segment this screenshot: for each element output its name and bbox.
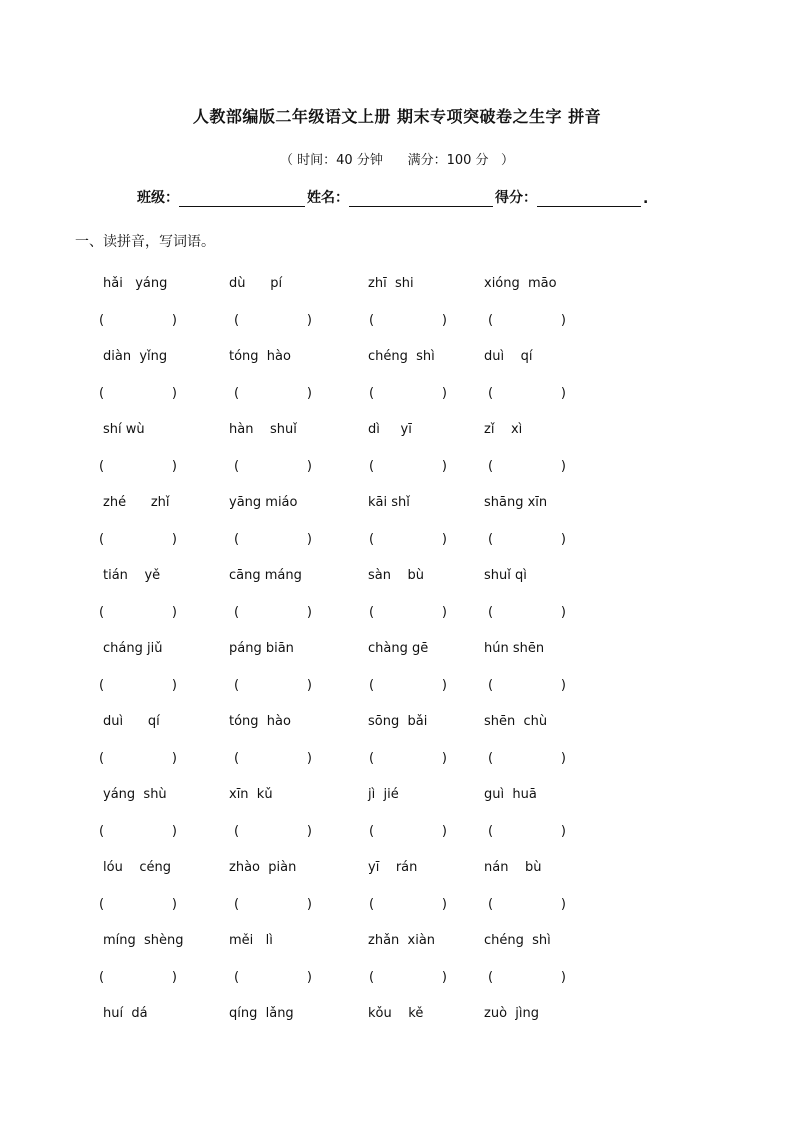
pinyin-word: dì yī — [368, 422, 412, 437]
answer-blank[interactable] — [488, 751, 566, 767]
answer-blank[interactable] — [234, 313, 312, 329]
open-paren: ( — [369, 386, 375, 401]
pinyin-word: kǒu kě — [368, 1006, 424, 1021]
close-paren: ) — [560, 824, 566, 839]
pinyin-word: měi lì — [229, 933, 273, 948]
close-paren: ) — [306, 313, 312, 328]
pinyin-word: tóng hào — [229, 714, 291, 729]
open-paren: ( — [234, 751, 240, 766]
pinyin-word: guì huā — [484, 787, 537, 802]
exam-time-score: （ 时间：40 分钟 满分：100 分 ） — [280, 153, 514, 168]
close-paren: ) — [560, 313, 566, 328]
open-paren: ( — [488, 313, 494, 328]
answer-blank[interactable] — [99, 386, 177, 402]
pinyin-word: míng shèng — [103, 933, 184, 948]
pinyin-word: sàn bù — [368, 568, 424, 583]
close-paren: ) — [560, 678, 566, 693]
open-paren: ( — [488, 751, 494, 766]
answer-blank[interactable] — [234, 605, 312, 621]
pinyin-word: duì qí — [103, 714, 160, 729]
close-paren: ) — [171, 824, 177, 839]
open-paren: ( — [234, 459, 240, 474]
student-info-row — [137, 187, 648, 207]
open-paren: ( — [234, 532, 240, 547]
open-paren: ( — [369, 605, 375, 620]
pinyin-word: jì jié — [368, 787, 399, 802]
answer-blank[interactable] — [369, 605, 447, 621]
open-paren: ( — [234, 897, 240, 912]
pinyin-word: zhé zhǐ — [103, 495, 170, 510]
close-paren: ) — [441, 313, 447, 328]
answer-blank[interactable] — [369, 386, 447, 402]
close-paren: ) — [306, 970, 312, 985]
close-paren: ) — [171, 678, 177, 693]
pinyin-word: yāng miáo — [229, 495, 298, 510]
close-paren: ) — [441, 824, 447, 839]
pinyin-word: xīn kǔ — [229, 787, 273, 802]
open-paren: ( — [99, 532, 105, 547]
open-paren: ( — [369, 459, 375, 474]
answer-blank[interactable] — [369, 970, 447, 986]
pinyin-word: zǐ xì — [484, 422, 523, 437]
pinyin-word: zhào piàn — [229, 860, 297, 875]
pinyin-word: zhǎn xiàn — [368, 933, 436, 948]
pinyin-word: kāi shǐ — [368, 495, 410, 510]
open-paren: ( — [234, 970, 240, 985]
end-mark: . — [643, 191, 649, 207]
open-paren: ( — [234, 313, 240, 328]
pinyin-word: tián yě — [103, 568, 161, 583]
open-paren: ( — [369, 970, 375, 985]
answer-blank[interactable] — [369, 532, 447, 548]
pinyin-word: lóu céng — [103, 860, 171, 875]
open-paren: ( — [99, 678, 105, 693]
close-paren: ) — [306, 605, 312, 620]
pinyin-word: hún shēn — [484, 641, 545, 656]
pinyin-word: zuò jìng — [484, 1006, 539, 1021]
pinyin-word: chéng shì — [368, 349, 435, 364]
answer-blank[interactable] — [99, 970, 177, 986]
close-paren: ) — [171, 970, 177, 985]
pinyin-word: cāng máng — [229, 568, 302, 583]
score-blank[interactable] — [537, 190, 641, 207]
section-title: 一、读拼音，写词语。 — [75, 234, 215, 250]
answer-blank[interactable] — [488, 459, 566, 475]
close-paren: ) — [306, 751, 312, 766]
pinyin-word: zhī shi — [368, 276, 414, 291]
close-paren: ) — [560, 386, 566, 401]
open-paren: ( — [369, 897, 375, 912]
close-paren: ) — [171, 313, 177, 328]
answer-blank[interactable] — [369, 751, 447, 767]
pinyin-word: chàng gē — [368, 641, 429, 656]
answer-blank[interactable] — [99, 313, 177, 329]
name-label: 姓名： — [307, 190, 349, 206]
close-paren: ) — [441, 605, 447, 620]
score-label: 得分： — [495, 190, 537, 206]
answer-blank[interactable] — [234, 970, 312, 986]
pinyin-word: chéng shì — [484, 933, 551, 948]
close-paren: ) — [306, 824, 312, 839]
close-paren: ) — [171, 459, 177, 474]
close-paren: ) — [560, 751, 566, 766]
pinyin-word: xióng māo — [484, 276, 557, 291]
answer-blank[interactable] — [488, 605, 566, 621]
pinyin-word: yī rán — [368, 860, 418, 875]
answer-blank[interactable] — [369, 678, 447, 694]
open-paren: ( — [234, 824, 240, 839]
pinyin-word: hǎi yáng — [103, 276, 168, 291]
pinyin-word: shāng xīn — [484, 495, 548, 510]
pinyin-word: shēn chù — [484, 714, 548, 729]
open-paren: ( — [234, 605, 240, 620]
answer-blank[interactable] — [488, 897, 566, 913]
close-paren: ) — [171, 751, 177, 766]
pinyin-word: duì qí — [484, 349, 533, 364]
open-paren: ( — [488, 605, 494, 620]
open-paren: ( — [369, 751, 375, 766]
close-paren: ) — [171, 897, 177, 912]
open-paren: ( — [488, 678, 494, 693]
pinyin-word: shí wù — [103, 422, 145, 437]
close-paren: ) — [306, 897, 312, 912]
close-paren: ) — [306, 532, 312, 547]
open-paren: ( — [99, 751, 105, 766]
answer-blank[interactable] — [488, 313, 566, 329]
pinyin-word: shuǐ qì — [484, 568, 527, 583]
close-paren: ) — [306, 459, 312, 474]
name-blank[interactable] — [349, 190, 493, 207]
close-paren: ) — [441, 897, 447, 912]
close-paren: ) — [560, 897, 566, 912]
close-paren: ) — [171, 386, 177, 401]
open-paren: ( — [369, 678, 375, 693]
open-paren: ( — [488, 386, 494, 401]
open-paren: ( — [488, 970, 494, 985]
close-paren: ) — [441, 970, 447, 985]
close-paren: ) — [441, 751, 447, 766]
answer-blank[interactable] — [99, 897, 177, 913]
answer-blank[interactable] — [488, 678, 566, 694]
answer-blank[interactable] — [488, 532, 566, 548]
answer-blank[interactable] — [369, 313, 447, 329]
pinyin-word: nán bù — [484, 860, 542, 875]
pinyin-word: sōng bǎi — [368, 714, 428, 729]
answer-blank[interactable] — [234, 751, 312, 767]
answer-blank[interactable] — [488, 824, 566, 840]
answer-blank[interactable] — [234, 459, 312, 475]
page-title: 人教部编版二年级语文上册 期末专项突破卷之生字 拼音 — [192, 107, 602, 126]
answer-blank[interactable] — [234, 897, 312, 913]
answer-blank[interactable] — [99, 605, 177, 621]
pinyin-word: hàn shuǐ — [229, 422, 297, 437]
open-paren: ( — [369, 532, 375, 547]
answer-blank[interactable] — [369, 824, 447, 840]
answer-blank[interactable] — [99, 824, 177, 840]
open-paren: ( — [234, 678, 240, 693]
answer-blank[interactable] — [99, 678, 177, 694]
pinyin-word: yáng shù — [103, 787, 167, 802]
close-paren: ) — [441, 532, 447, 547]
close-paren: ) — [560, 605, 566, 620]
close-paren: ) — [560, 459, 566, 474]
close-paren: ) — [306, 678, 312, 693]
open-paren: ( — [234, 386, 240, 401]
pinyin-word: qíng lǎng — [229, 1006, 294, 1021]
pinyin-word: huí dá — [103, 1006, 148, 1021]
answer-blank[interactable] — [234, 532, 312, 548]
answer-blank[interactable] — [99, 532, 177, 548]
open-paren: ( — [99, 897, 105, 912]
pinyin-word: páng biān — [229, 641, 294, 656]
open-paren: ( — [99, 970, 105, 985]
close-paren: ) — [560, 970, 566, 985]
pinyin-word: diàn yǐng — [103, 349, 168, 364]
open-paren: ( — [488, 532, 494, 547]
answer-blank[interactable] — [234, 824, 312, 840]
answer-blank[interactable] — [488, 386, 566, 402]
answer-blank[interactable] — [369, 459, 447, 475]
close-paren: ) — [171, 532, 177, 547]
answer-blank[interactable] — [369, 897, 447, 913]
close-paren: ) — [441, 678, 447, 693]
open-paren: ( — [369, 824, 375, 839]
pinyin-word: cháng jiǔ — [103, 641, 163, 656]
pinyin-word: tóng hào — [229, 349, 291, 364]
answer-blank[interactable] — [99, 459, 177, 475]
close-paren: ) — [441, 386, 447, 401]
answer-blank[interactable] — [234, 678, 312, 694]
close-paren: ) — [171, 605, 177, 620]
open-paren: ( — [488, 824, 494, 839]
open-paren: ( — [99, 313, 105, 328]
answer-blank[interactable] — [99, 751, 177, 767]
class-blank[interactable] — [179, 190, 305, 207]
open-paren: ( — [99, 386, 105, 401]
pinyin-word: dù pí — [229, 276, 283, 291]
close-paren: ) — [560, 532, 566, 547]
answer-blank[interactable] — [234, 386, 312, 402]
class-label: 班级： — [137, 190, 179, 206]
close-paren: ) — [306, 386, 312, 401]
answer-blank[interactable] — [488, 970, 566, 986]
open-paren: ( — [99, 605, 105, 620]
open-paren: ( — [99, 824, 105, 839]
open-paren: ( — [488, 897, 494, 912]
close-paren: ) — [441, 459, 447, 474]
open-paren: ( — [99, 459, 105, 474]
open-paren: ( — [369, 313, 375, 328]
open-paren: ( — [488, 459, 494, 474]
